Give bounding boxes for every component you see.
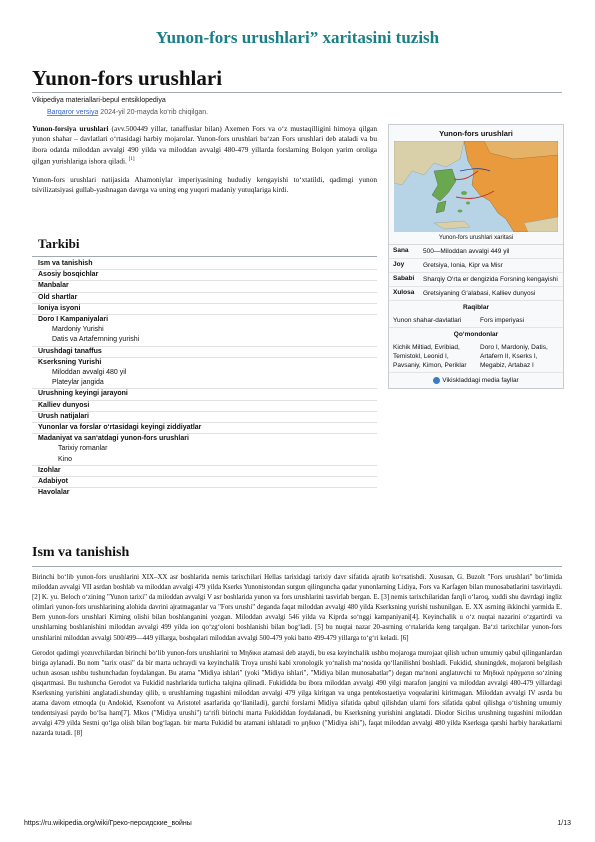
infobox-row-key: Xulosa	[393, 289, 415, 296]
infobox-title: Yunon-fors urushlari	[439, 129, 513, 138]
map-caption: Yunon-fors urushlari xaritasi	[389, 232, 563, 245]
opponents-row	[389, 314, 563, 328]
lead-text: (avv.500449 yillar, tanaffuslar bilan) Axemen Fors va o‘z mustaqilligini himoya qilgan yunon shahar – davlatlari o‘rtasidagi harbiy mojarolar. Yunon-fors urushlari ba‘zan Fors urushlari deb ataladi va bu ibora odatda miloddan avvalgi 490 yilda va miloddan avvalgi 480-479 yillarda forslarning Bolqon yarim oroliga qilgan yurishlariga ishora qiladi.	[32, 124, 378, 166]
toc-title: Tarkibi	[38, 236, 80, 251]
toc-item[interactable]: Ism va tanishish	[38, 260, 93, 267]
commanders-greek: Kichik Miltiad, Evribiad, Temistokl, Leonid I, Pavsaniy, Kimon, Periklar	[393, 344, 467, 369]
infobox-row-key: Sana	[393, 247, 409, 254]
toc-item[interactable]: Plateylar jangida	[52, 379, 104, 387]
section-title: Ism va tanishish	[32, 545, 130, 560]
title-divider	[32, 92, 562, 93]
toc-item[interactable]: Havolalar	[32, 487, 377, 498]
infobox-rows	[389, 245, 563, 301]
toc-item[interactable]: Izohlar	[32, 465, 377, 476]
section-paragraph-1: Birinchi bo‘lib yunon-fors urushlarini XIX–XX asr boshlarida nemis tarixchilari Hellas tarixidagi tarixiy davr sifatida ajratib ko‘rsatishdi. Xususan, G. Buzolt "Fors urushlari" bo‘limida miloddan avvalgi VII asrdan boshlab va miloddan avvalgi 479 yilda Kserks Yunonistondan surgun qilinguncha qadar yunonlarning Lidiya, Fors va Karfagen bilan munosabatlarini tasvirlaydi. [2] K. yu. Beloch o‘zining "Yunon tarixi" da miloddan avvalgi V asr boshlarida yunon va fors urushlarini tasvirlab bergan. E. [3] nemis tarixchilaridan farqli o‘laroq, xuddi shu davrdagi ingliz olimlari yunon-fors urushlarining alohida davrini ajratmaganlar va "Fors urushi" deganda faqat miloddan avvalgi 480 yilda Kserksning yurishi tushunilgan. E. XX asrning ikkinchi yarmida E. Bern yunon-fors urushlari Kirning olishi bilan boshlanganini yozgan. Miloddan avvalgi 546 yilda va Kiprda so‘nggi kampaniyani[4]. Keyinchalik u o‘z nuqtai nazarini o‘zgartirdi va urushlarning boshlanishini miloddan avvalgi 499 yilda ion qo‘zg‘oloni boshlanishi bilan bog‘ladi. [5] bu nuqtai nazar 20-asrning o‘rtalarida keng tarqalgan. Ba‘zi tarixchilar yunon-fors urushlarini miloddan avvalgi 500/499—449 yillarga, boshqalari miloddan avvalgi 500-479 yoki batto 499-479 yillarga to‘g‘ri keladi. [6]	[32, 574, 562, 642]
section-body	[32, 573, 562, 745]
document-title: Yunon-fors urushlari” xaritasini tuzish	[155, 28, 440, 47]
toc-item[interactable]: Adabiyot	[32, 476, 377, 487]
toc-item[interactable]: Miloddan avvalgi 480 yil	[52, 369, 127, 377]
toc-item[interactable]: Urushning keyingi jarayoni	[32, 388, 377, 399]
toc-item[interactable]: Yunonlar va forslar o‘rtasidagi keyingi ziddiyatlar	[32, 422, 377, 433]
commanders-header: Qo‘mondonlar	[453, 331, 499, 338]
toc-item[interactable]: Asosiy bosqichlar	[32, 269, 377, 280]
toc-item[interactable]: Urushdagi tanaffus	[32, 346, 377, 357]
infobox-row-value[interactable]: Gretsiyaning G‘alabasi, Kalliev dunyosi	[423, 290, 536, 297]
toc-item[interactable]: Kino	[58, 455, 73, 463]
commanders-row	[389, 341, 563, 373]
section-divider	[32, 566, 562, 567]
toc-list	[32, 259, 377, 498]
infobox	[388, 124, 564, 389]
infobox-row	[389, 259, 563, 273]
footer-page-number: 1/13	[557, 820, 571, 827]
revision-note	[47, 109, 208, 116]
toc-item[interactable]: Doro I Kampaniyalari	[32, 314, 377, 325]
infobox-row-value[interactable]: 500—Miloddan avvalgi 449 yil	[423, 248, 510, 255]
reference-link[interactable]: [1]	[128, 157, 135, 163]
commons-link-label: Vikiskladdagi media fayllar	[442, 377, 519, 385]
infobox-row-key: Sababi	[393, 275, 415, 282]
infobox-row-key: Joy	[393, 261, 405, 268]
lead-section	[32, 124, 377, 204]
toc-divider	[32, 256, 377, 257]
infobox-row	[389, 287, 563, 301]
section-paragraph-2: Gerodot qadimgi yozuvchilardan birinchi bo‘lib yunon-fors urushlarini τα Μηδικα atamasi deb ataydi, bu esa keyinchalik ushbu mojaroga murojaat qilish uchun umumiy qabul qilinganlardan biriga aylanadi. Bu nom "tarix otasi" da bir marta uchraydi va keyinchalik Troya urushi kabi xronologik yo‘nalish ma‘nosida qo‘llanilishni boshladi. Fukidid, shuningdek, mojaroni belgilash uchun asosan ushbu tushunchadan foydalangan. Bu atama "Midiya ishlari" (yoki "Midiya ishlari", "Midiya bilan munosabatlar") degan ma‘noni anglatuvchi τα Μηδικά πράγματα so‘zining qisqartmasi. Bu tushuncha Gerodot va Fukidid nashrlarida turlicha talqina qilinadi. Fukididda bu ibora miloddan avvalgi 490 yilgi marafon jangini va miloddan avvalgi 480-479 yillardagi Kserksning yurishini anglatadi.shunday qilib, u urushlarning tugashini miloddan avvalgi 479 yilga kiritgan va unga pentekostaetiya voqealarini kiritmagan. Miloddan avvalgi IV asrda bu atama davom etmoqda (u Andokid, Ksenofont va Aristotel asarlarida qo‘llaniladi), garchi forslarni Midiya sifatida qabul qilishdan ularni fors sifatida qabul qilishga o‘tishning umumiy tendentsiyasi paydo bo‘lsa ham[7]. Mkos ("Midiya urushi") ta‘rifi birinchi marta Fukididdan foydalanadi, bu Kserksning yurishini anglatadi. Diodor Sicilus urushning tugashini miloddan avvalgi 479 yilda Sestni qo‘lga olish bilan bog‘lagan. bir marta Fukidid bu atamani ishlatadi το μηδικο ("Midiya ishi"), faqat miloddan avvalgi 480 yilda Kserksga qarshi harbiy harakatlarni nazarda tutadi. [8]	[32, 649, 562, 738]
toc-item[interactable]: Madaniyat va san‘atdagi yunon-fors urushlari	[32, 433, 377, 444]
war-map-image	[394, 141, 558, 232]
toc-item[interactable]: Mardoniy Yurishi	[52, 326, 104, 334]
infobox-row	[389, 245, 563, 259]
toc-item[interactable]: Tarixiy romanlar	[58, 445, 108, 453]
toc-item[interactable]: Ioniya isyoni	[32, 303, 377, 314]
commons-icon	[433, 377, 440, 384]
stable-version-link[interactable]: Barqaror versiya	[47, 109, 99, 116]
table-of-contents	[32, 236, 377, 498]
infobox-row-value[interactable]: Gretsiya, Ionia, Kipr va Misr	[423, 262, 503, 269]
opponent-greek[interactable]: Yunon shahar-davlatlari	[393, 317, 462, 324]
infobox-row	[389, 273, 563, 287]
source-tagline: Vikipediya materiallari-bepul entsiklopediya	[32, 97, 166, 104]
toc-item[interactable]: Urush natijalari	[32, 411, 377, 422]
opponents-header: Raqiblar	[462, 304, 489, 311]
toc-item[interactable]: Old shartlar	[32, 292, 377, 303]
war-map[interactable]	[394, 141, 558, 232]
lead-paragraph-1	[32, 124, 377, 167]
infobox-row-value[interactable]: Sharqiy O‘rta er dengizida Forsning kengayishi	[423, 276, 558, 283]
toc-item[interactable]: Kalliev dunyosi	[32, 400, 377, 411]
toc-item[interactable]: Manbalar	[32, 280, 377, 291]
lead-term: Yunon-forsiya urushlari	[32, 124, 109, 133]
commanders-persian: Doro I, Mardoniy, Datis, Artafern II, Kserks I, Megabiz, Artabaz I	[480, 344, 548, 369]
opponent-persian[interactable]: Fors imperiyasi	[480, 317, 525, 324]
commons-link[interactable]	[389, 373, 563, 388]
toc-item[interactable]: Kserksning Yurishi	[32, 357, 377, 368]
footer-url: https://ru.wikipedia.org/wiki/Греко-персидские_войны	[24, 820, 192, 827]
revision-date: 2024-yil 20-mayda ko‘rib chiqilgan.	[98, 109, 209, 116]
toc-item[interactable]: Datis va Artafernning yurishi	[52, 336, 140, 344]
lead-paragraph-2: Yunon-fors urushlari natijasida Ahamoniylar imperiyasining hududiy kengayishi to‘xtatildi, qadimgi yunon tsivilizatsiyasi gullab-yashnagan davrga va uning eng yuqori madaniy yutuqlariga kirdi.	[32, 175, 377, 195]
article-title: Yunon-fors urushlari	[32, 66, 223, 90]
